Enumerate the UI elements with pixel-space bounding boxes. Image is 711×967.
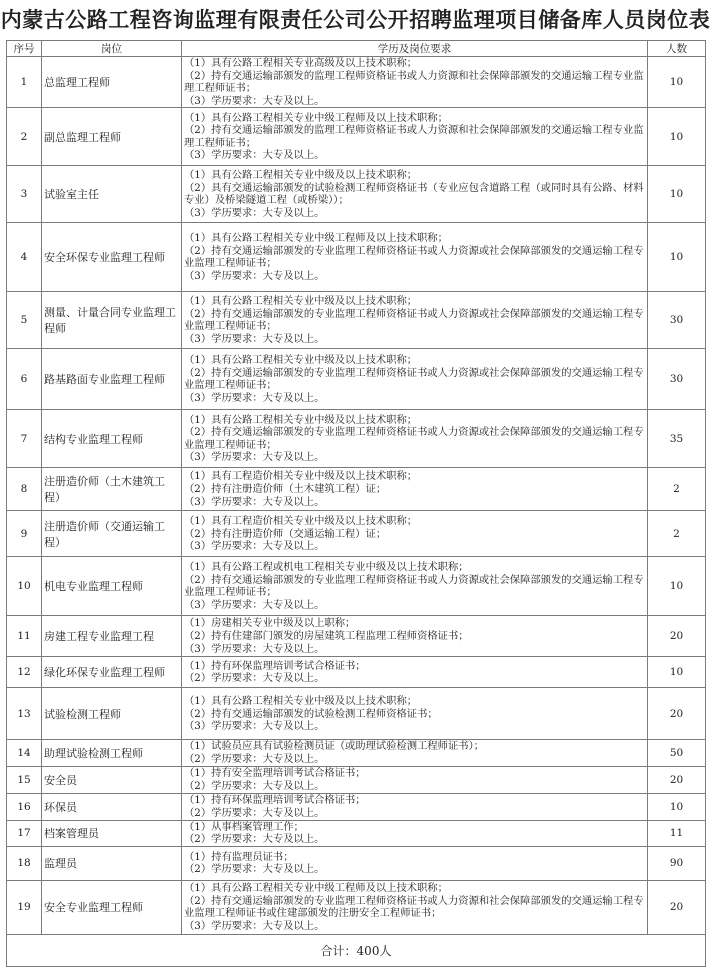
- requirement-item: （2）持有住建部门颁发的房屋建筑工程监理工程师资格证书；: [184, 630, 469, 643]
- table-row: [7, 349, 706, 410]
- requirement-item: （2）学历要求：大专及以上。: [184, 672, 325, 685]
- requirement-item: （3）学历要求：大专及以上。: [184, 94, 325, 107]
- row-seq: 6: [7, 349, 42, 410]
- row-requirements: [182, 292, 648, 349]
- row-position: 监理员: [42, 846, 182, 880]
- header-count: 人数: [648, 41, 706, 57]
- row-seq: 8: [7, 468, 42, 511]
- row-requirements: [182, 468, 648, 511]
- total-row: [7, 934, 706, 966]
- row-count: 10: [648, 557, 706, 616]
- row-requirements: [182, 688, 648, 740]
- row-position: 总监理工程师: [42, 57, 182, 108]
- requirement-item: （3）学历要求：大专及以上。: [184, 269, 325, 282]
- row-requirements: [182, 616, 648, 657]
- table-row: [7, 108, 706, 166]
- requirement-item: （1）试验员应具有试验检测员证（或助理试验检测工程师证书）；: [184, 740, 485, 753]
- document-title: 内蒙古公路工程咨询监理有限责任公司公开招聘监理项目储备库人员岗位表: [0, 7, 711, 32]
- requirement-item: （1）具有公路工程相关专业中级及以上技术职称；: [184, 413, 418, 426]
- table-row: [7, 223, 706, 292]
- row-requirements: [182, 820, 648, 846]
- row-position: 安全专业监理工程师: [42, 880, 182, 934]
- table-row: [7, 166, 706, 223]
- requirement-item: （2）持有交通运输部颁发的监理工程师资格证书或人力资源和社会保障部颁发的交通运输工程专业监理工程师证书；: [184, 69, 644, 95]
- table-row: [7, 410, 706, 468]
- requirement-item: （1）从事档案管理工作；: [184, 820, 304, 833]
- row-position: 结构专业监理工程师: [42, 410, 182, 468]
- requirement-item: （2）持有交通运输部颁发的试验检测工程师资格证书；: [184, 707, 438, 720]
- row-seq: 1: [7, 57, 42, 108]
- requirement-item: （1）具有公路工程相关专业中级及以上技术职称；: [184, 354, 418, 367]
- table-header-row: [7, 41, 706, 57]
- requirement-item: （2）学历要求：大专及以上。: [184, 863, 325, 876]
- requirement-item: （3）学历要求：大专及以上。: [184, 598, 325, 611]
- requirement-item: （2）具有交通运输部颁发的试验检测工程师资格证书（专业应包含道路工程（或同时具有公路、材料专业）及桥梁隧道工程（或桥梁））；: [184, 181, 644, 207]
- requirement-item: （1）持有监理员证书；: [184, 850, 294, 863]
- requirement-item: （3）学历要求：大专及以上。: [184, 495, 325, 508]
- header-position: 岗位: [42, 41, 182, 57]
- requirement-item: （3）学历要求：大专及以上。: [184, 206, 325, 219]
- row-requirements: [182, 766, 648, 793]
- table-row: [7, 688, 706, 740]
- requirement-item: （2）持有注册造价师（交通运输工程）证；: [184, 527, 387, 540]
- table-row: [7, 766, 706, 793]
- row-count: 20: [648, 688, 706, 740]
- row-seq: 11: [7, 616, 42, 657]
- table-row: [7, 557, 706, 616]
- row-requirements: [182, 511, 648, 557]
- row-seq: 13: [7, 688, 42, 740]
- row-position: 副总监理工程师: [42, 108, 182, 166]
- table-row: [7, 880, 706, 934]
- row-count: 10: [648, 57, 706, 108]
- row-requirements: [182, 410, 648, 468]
- requirement-item: （3）学历要求：大专及以上。: [184, 642, 325, 655]
- row-seq: 4: [7, 223, 42, 292]
- table-row: [7, 657, 706, 688]
- row-position: 房建工程专业监理工程: [42, 616, 182, 657]
- requirement-item: （1）具有公路工程相关专业中级工程师及以上技术职称；: [184, 882, 448, 895]
- requirement-item: （1）持有安全监理培训考试合格证书；: [184, 766, 366, 779]
- row-count: 10: [648, 657, 706, 688]
- requirement-item: （1）具有工程造价相关专业中级及以上技术职称；: [184, 514, 418, 527]
- requirement-item: （2）学历要求：大专及以上。: [184, 833, 325, 846]
- row-count: 90: [648, 846, 706, 880]
- row-seq: 3: [7, 166, 42, 223]
- row-position: 安全员: [42, 766, 182, 793]
- row-count: 30: [648, 349, 706, 410]
- requirement-item: （2）持有交通运输部颁发的专业监理工程师资格证书或人力资源或社会保障部颁发的交通运输工程专业监理工程师证书；: [184, 573, 644, 599]
- row-position: 测量、计量合同专业监理工程师: [42, 292, 182, 349]
- row-seq: 7: [7, 410, 42, 468]
- header-requirements: 学历及岗位要求: [182, 41, 648, 57]
- requirement-item: （1）具有工程造价相关专业中级及以上技术职称；: [184, 470, 418, 483]
- table-row: [7, 468, 706, 511]
- positions-table: [6, 40, 706, 967]
- requirement-item: （3）学历要求：大专及以上。: [184, 332, 325, 345]
- row-count: 10: [648, 793, 706, 820]
- row-seq: 12: [7, 657, 42, 688]
- requirement-item: （2）持有交通运输部颁发的监理工程师资格证书或人力资源和社会保障部颁发的交通运输工程专业监理工程师证书；: [184, 124, 644, 149]
- row-requirements: [182, 166, 648, 223]
- requirement-item: （1）具有公路工程相关专业中级及以上技术职称；: [184, 694, 418, 707]
- row-position: 路基路面专业监理工程师: [42, 349, 182, 410]
- requirement-item: （2）持有注册造价师（土木建筑工程）证；: [184, 483, 387, 496]
- table-row: [7, 740, 706, 766]
- row-count: 20: [648, 766, 706, 793]
- row-requirements: [182, 740, 648, 766]
- table-body: [7, 57, 706, 935]
- row-seq: 9: [7, 511, 42, 557]
- row-seq: 2: [7, 108, 42, 166]
- row-seq: 15: [7, 766, 42, 793]
- requirement-item: （1）持有环保监理培训考试合格证书；: [184, 793, 366, 806]
- requirement-item: （3）学历要求：大专及以上。: [184, 720, 325, 733]
- row-position: 试验检测工程师: [42, 688, 182, 740]
- row-requirements: [182, 793, 648, 820]
- row-requirements: [182, 108, 648, 166]
- row-requirements: [182, 57, 648, 108]
- row-count: 2: [648, 468, 706, 511]
- row-count: 20: [648, 880, 706, 934]
- header-seq: 序号: [7, 41, 42, 57]
- requirement-item: （1）房建相关专业中级及以上职称；: [184, 617, 356, 630]
- requirement-item: （2）学历要求：大专及以上。: [184, 752, 325, 765]
- row-seq: 19: [7, 880, 42, 934]
- row-position: 机电专业监理工程师: [42, 557, 182, 616]
- table-row: [7, 57, 706, 108]
- row-count: 30: [648, 292, 706, 349]
- requirement-item: （3）学历要求：大专及以上。: [184, 540, 325, 553]
- requirement-item: （2）持有交通运输部颁发的专业监理工程师资格证书或人力资源或社会保障部颁发的交通运输工程专业监理工程师证书；: [184, 244, 644, 270]
- row-position: 档案管理员: [42, 820, 182, 846]
- row-requirements: [182, 657, 648, 688]
- requirement-item: （1）具有公路工程相关专业中级及以上技术职称；: [184, 295, 418, 308]
- row-seq: 5: [7, 292, 42, 349]
- row-count: 35: [648, 410, 706, 468]
- row-requirements: [182, 846, 648, 880]
- row-requirements: [182, 557, 648, 616]
- requirement-item: （3）学历要求：大专及以上。: [184, 149, 325, 162]
- requirement-item: （1）具有公路工程相关专业中级工程师及以上技术职称；: [184, 232, 448, 245]
- requirement-item: （3）学历要求：大专及以上。: [184, 391, 325, 404]
- row-position: 试验室主任: [42, 166, 182, 223]
- requirement-item: （1）具有公路工程相关专业中级及以上技术职称；: [184, 169, 418, 182]
- table-row: [7, 820, 706, 846]
- table-row: [7, 292, 706, 349]
- row-seq: 18: [7, 846, 42, 880]
- table-row: [7, 793, 706, 820]
- row-count: 20: [648, 616, 706, 657]
- requirement-item: （1）具有公路工程相关专业中级工程师及以上技术职称；: [184, 111, 448, 124]
- requirement-item: （1）持有环保监理培训考试合格证书；: [184, 659, 366, 672]
- row-requirements: [182, 223, 648, 292]
- requirement-item: （1）具有公路工程相关专业高级及以上技术职称；: [184, 57, 418, 69]
- row-count: 50: [648, 740, 706, 766]
- row-count: 10: [648, 223, 706, 292]
- row-seq: 14: [7, 740, 42, 766]
- row-seq: 17: [7, 820, 42, 846]
- table-row: [7, 511, 706, 557]
- row-count: 10: [648, 166, 706, 223]
- table-row: [7, 846, 706, 880]
- requirement-item: （2）持有交通运输部颁发的专业监理工程师资格证书或人力资源和社会保障部颁发的交通运输工程专业监理工程师证书或住建部颁发的注册安全工程师证书；: [184, 894, 644, 920]
- row-position: 注册造价师（交通运输工程）: [42, 511, 182, 557]
- row-requirements: [182, 880, 648, 934]
- table-row: [7, 616, 706, 657]
- requirement-item: （3）学历要求：大专及以上。: [184, 919, 325, 932]
- row-position: 注册造价师（土木建筑工程）: [42, 468, 182, 511]
- requirement-item: （3）学历要求：大专及以上。: [184, 451, 325, 464]
- requirement-item: （2）学历要求：大专及以上。: [184, 779, 325, 792]
- requirement-item: （2）持有交通运输部颁发的专业监理工程师资格证书或人力资源或社会保障部颁发的交通运输工程专业监理工程师证书；: [184, 307, 644, 333]
- row-position: 环保员: [42, 793, 182, 820]
- row-requirements: [182, 349, 648, 410]
- requirement-item: （1）具有公路工程或机电工程相关专业中级及以上技术职称；: [184, 561, 469, 574]
- row-position: 绿化环保专业监理工程师: [42, 657, 182, 688]
- requirement-item: （2）持有交通运输部颁发的专业监理工程师资格证书或人力资源或社会保障部颁发的交通运输工程专业监理工程师证书；: [184, 426, 644, 451]
- row-seq: 16: [7, 793, 42, 820]
- requirement-item: （2）持有交通运输部颁发的专业监理工程师资格证书或人力资源或社会保障部颁发的交通运输工程专业监理工程师证书；: [184, 366, 644, 392]
- row-count: 11: [648, 820, 706, 846]
- row-seq: 10: [7, 557, 42, 616]
- row-count: 2: [648, 511, 706, 557]
- row-position: 安全环保专业监理工程师: [42, 223, 182, 292]
- row-position: 助理试验检测工程师: [42, 740, 182, 766]
- row-count: 10: [648, 108, 706, 166]
- requirement-item: （2）学历要求：大专及以上。: [184, 806, 325, 819]
- total-cell: 合计：400人: [7, 934, 706, 966]
